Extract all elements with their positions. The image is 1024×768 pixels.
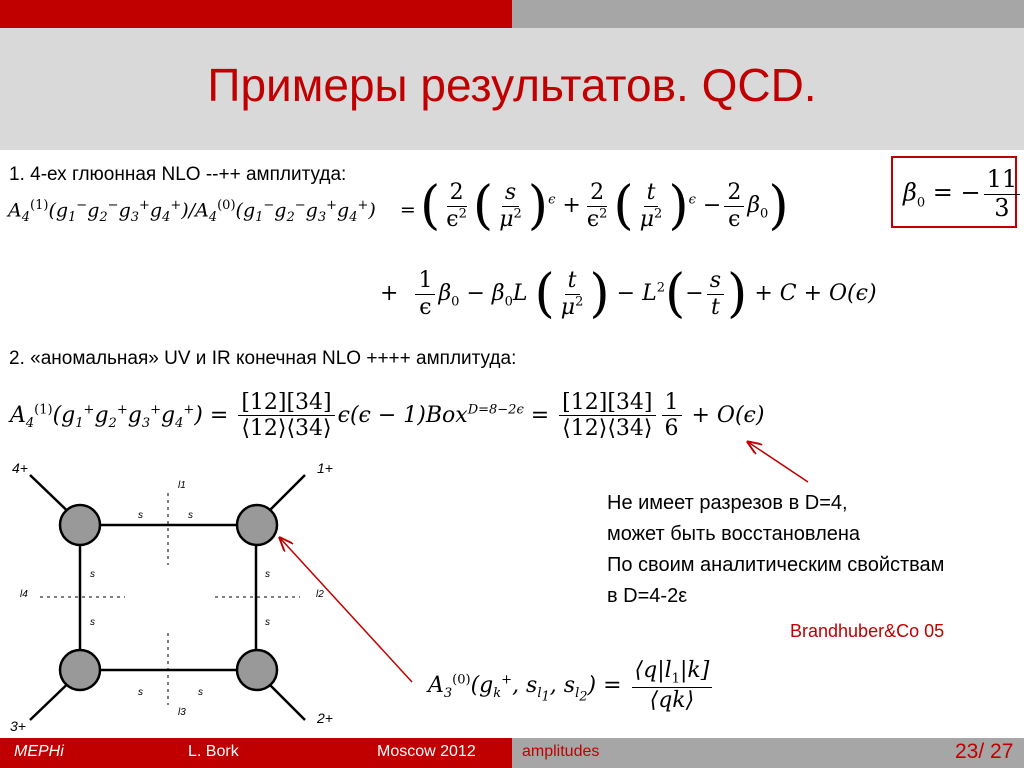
note-line: Не имеет разрезов в D=4, xyxy=(607,492,848,514)
label-l4: l4 xyxy=(20,589,28,600)
page-number: 23/ 27 xyxy=(955,740,1014,763)
footer-place: Moscow 2012 xyxy=(377,743,476,760)
footer-topic: amplitudes xyxy=(522,743,600,760)
label-s: s xyxy=(138,510,143,521)
arrow-to-vertex xyxy=(280,538,412,682)
equation1-line1: $A_4^{(1)}(g_1^-g_2^-g_3^+g_4^+)/A_4^{(0)}(g_1^-g_2^-g_3^+g_4^+)$ = xyxy=(8,198,416,226)
leg-label-2: 2+ xyxy=(317,710,333,726)
note-line: По своим аналитическим свойствам xyxy=(607,554,945,576)
leg-label-4: 4+ xyxy=(12,460,28,476)
label-s: s xyxy=(265,569,270,580)
three-point-amplitude: $A_3^{(0)}(g_k^+$, $s_{l_1}$, $s_{l_2}$) = $\frac{⟨q|l_1|k]}{⟨qk⟩}$ xyxy=(428,658,715,714)
label-s: s xyxy=(90,617,95,628)
label-l2: l2 xyxy=(316,589,324,600)
slide-title: Примеры результатов. QCD. xyxy=(207,59,817,111)
label-s: s xyxy=(188,510,193,521)
footer-institution: MEPHi xyxy=(14,743,64,760)
item1-label: 1. 4-ех глюонная NLO --++ амплитуда: xyxy=(9,164,347,185)
equation1-rhs2: + $\frac{1}{\epsilon}$ $\beta_0 - \beta_0L$ ( $\frac{t}{\mu^2}$ ) − $L^2(-$ $\frac{s}{t}$ ) + C + O(ϵ) xyxy=(380,264,877,324)
reference: Brandhuber&Co 05 xyxy=(790,621,945,641)
note-line: может быть восстановлена xyxy=(607,523,861,545)
equation2: $A_4^{(1)}(g_1^+g_2^+g_3^+g_4^+)$ = $\frac{[12][34]}{⟨12⟩⟨34⟩}$ ϵ(ϵ − 1)Box$^{D=8-2\epsilon}$ = $\frac{[12][34]}{⟨12⟩⟨34⟩}$ $\frac{1}{6}$ + O(ϵ) xyxy=(10,390,765,442)
label-l3: l3 xyxy=(178,707,186,718)
equation1-rhs1: ( $\frac{2}{\epsilon^2}$ ( $\frac{s}{\mu^2}$ )$^\epsilon$ + $\frac{2}{\epsilon^2}$ ( $\frac{t}{\mu^2}$ )$^\epsilon$ − $\frac{2}{\epsilon}$ $\beta_0$) xyxy=(420,176,789,236)
note-text xyxy=(607,488,944,612)
label-s: s xyxy=(138,687,143,698)
arrow-to-one-sixth xyxy=(748,442,808,482)
item2-label: 2. «аномальная» UV и IR конечная NLO ++++ амплитуда: xyxy=(9,348,517,369)
beta-formula: $\beta_0$ = − $\frac{11}{3}$ xyxy=(903,166,1023,222)
label-s: s xyxy=(90,569,95,580)
label-l1: l1 xyxy=(178,480,186,491)
leg-label-1: 1+ xyxy=(317,460,333,476)
leg-label-3: 3+ xyxy=(10,718,26,734)
label-s: s xyxy=(198,687,203,698)
footer-author: L. Bork xyxy=(188,743,239,760)
label-s: s xyxy=(265,617,270,628)
note-line: в D=4-2ε xyxy=(607,585,688,607)
